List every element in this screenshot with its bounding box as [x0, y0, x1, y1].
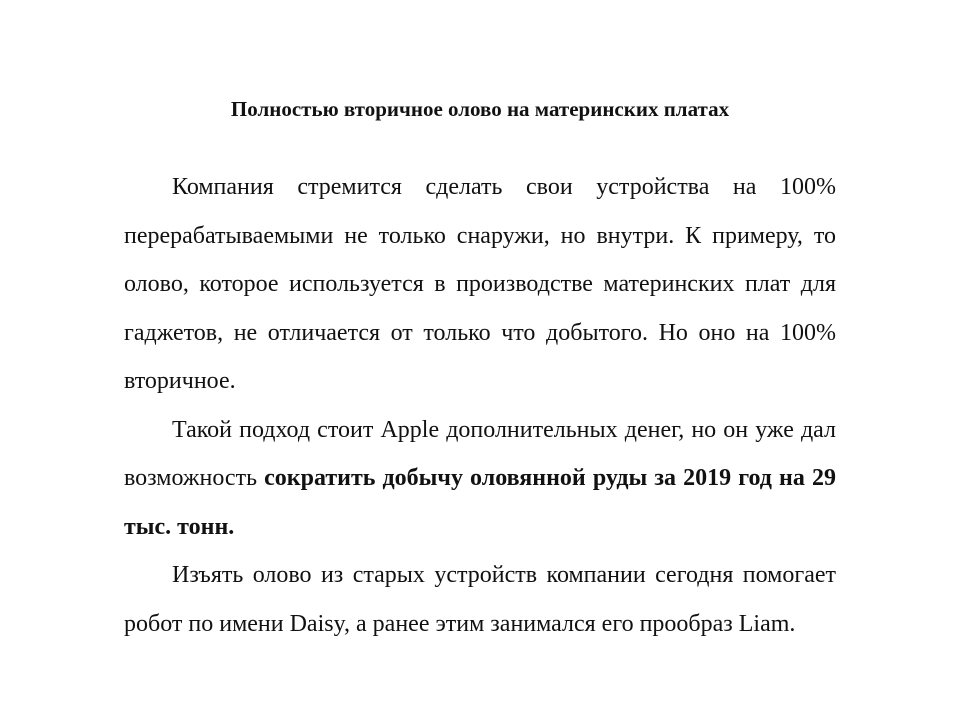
paragraph-cost: [124, 406, 836, 552]
paragraph-robot: Изъять олово из старых устройств компании сегодня помогает робот по имени Daisy, а ранее этим занимался его прообраз Liam.: [124, 562, 836, 637]
slide-title: Полностью вторичное олово на материнских платах: [230, 97, 730, 121]
slide-body: [124, 163, 836, 648]
paragraph-recycling: Компания стремится сделать свои устройства на 100% перерабатываемыми не только снаружи, но внутри. К примеру, то олово, которое используется в производстве материнских плат для гаджетов, не отличается от только что добытого. Но оно на 100% вторичное.: [124, 174, 836, 394]
paragraph-cost-text: Такой подход стоит Apple дополнительных денег, но он уже дал возможность: [124, 416, 836, 491]
paragraph-cost-highlight: сократить добычу оловянной руды за 2019 год на 29 тыс. тонн.: [124, 465, 836, 540]
